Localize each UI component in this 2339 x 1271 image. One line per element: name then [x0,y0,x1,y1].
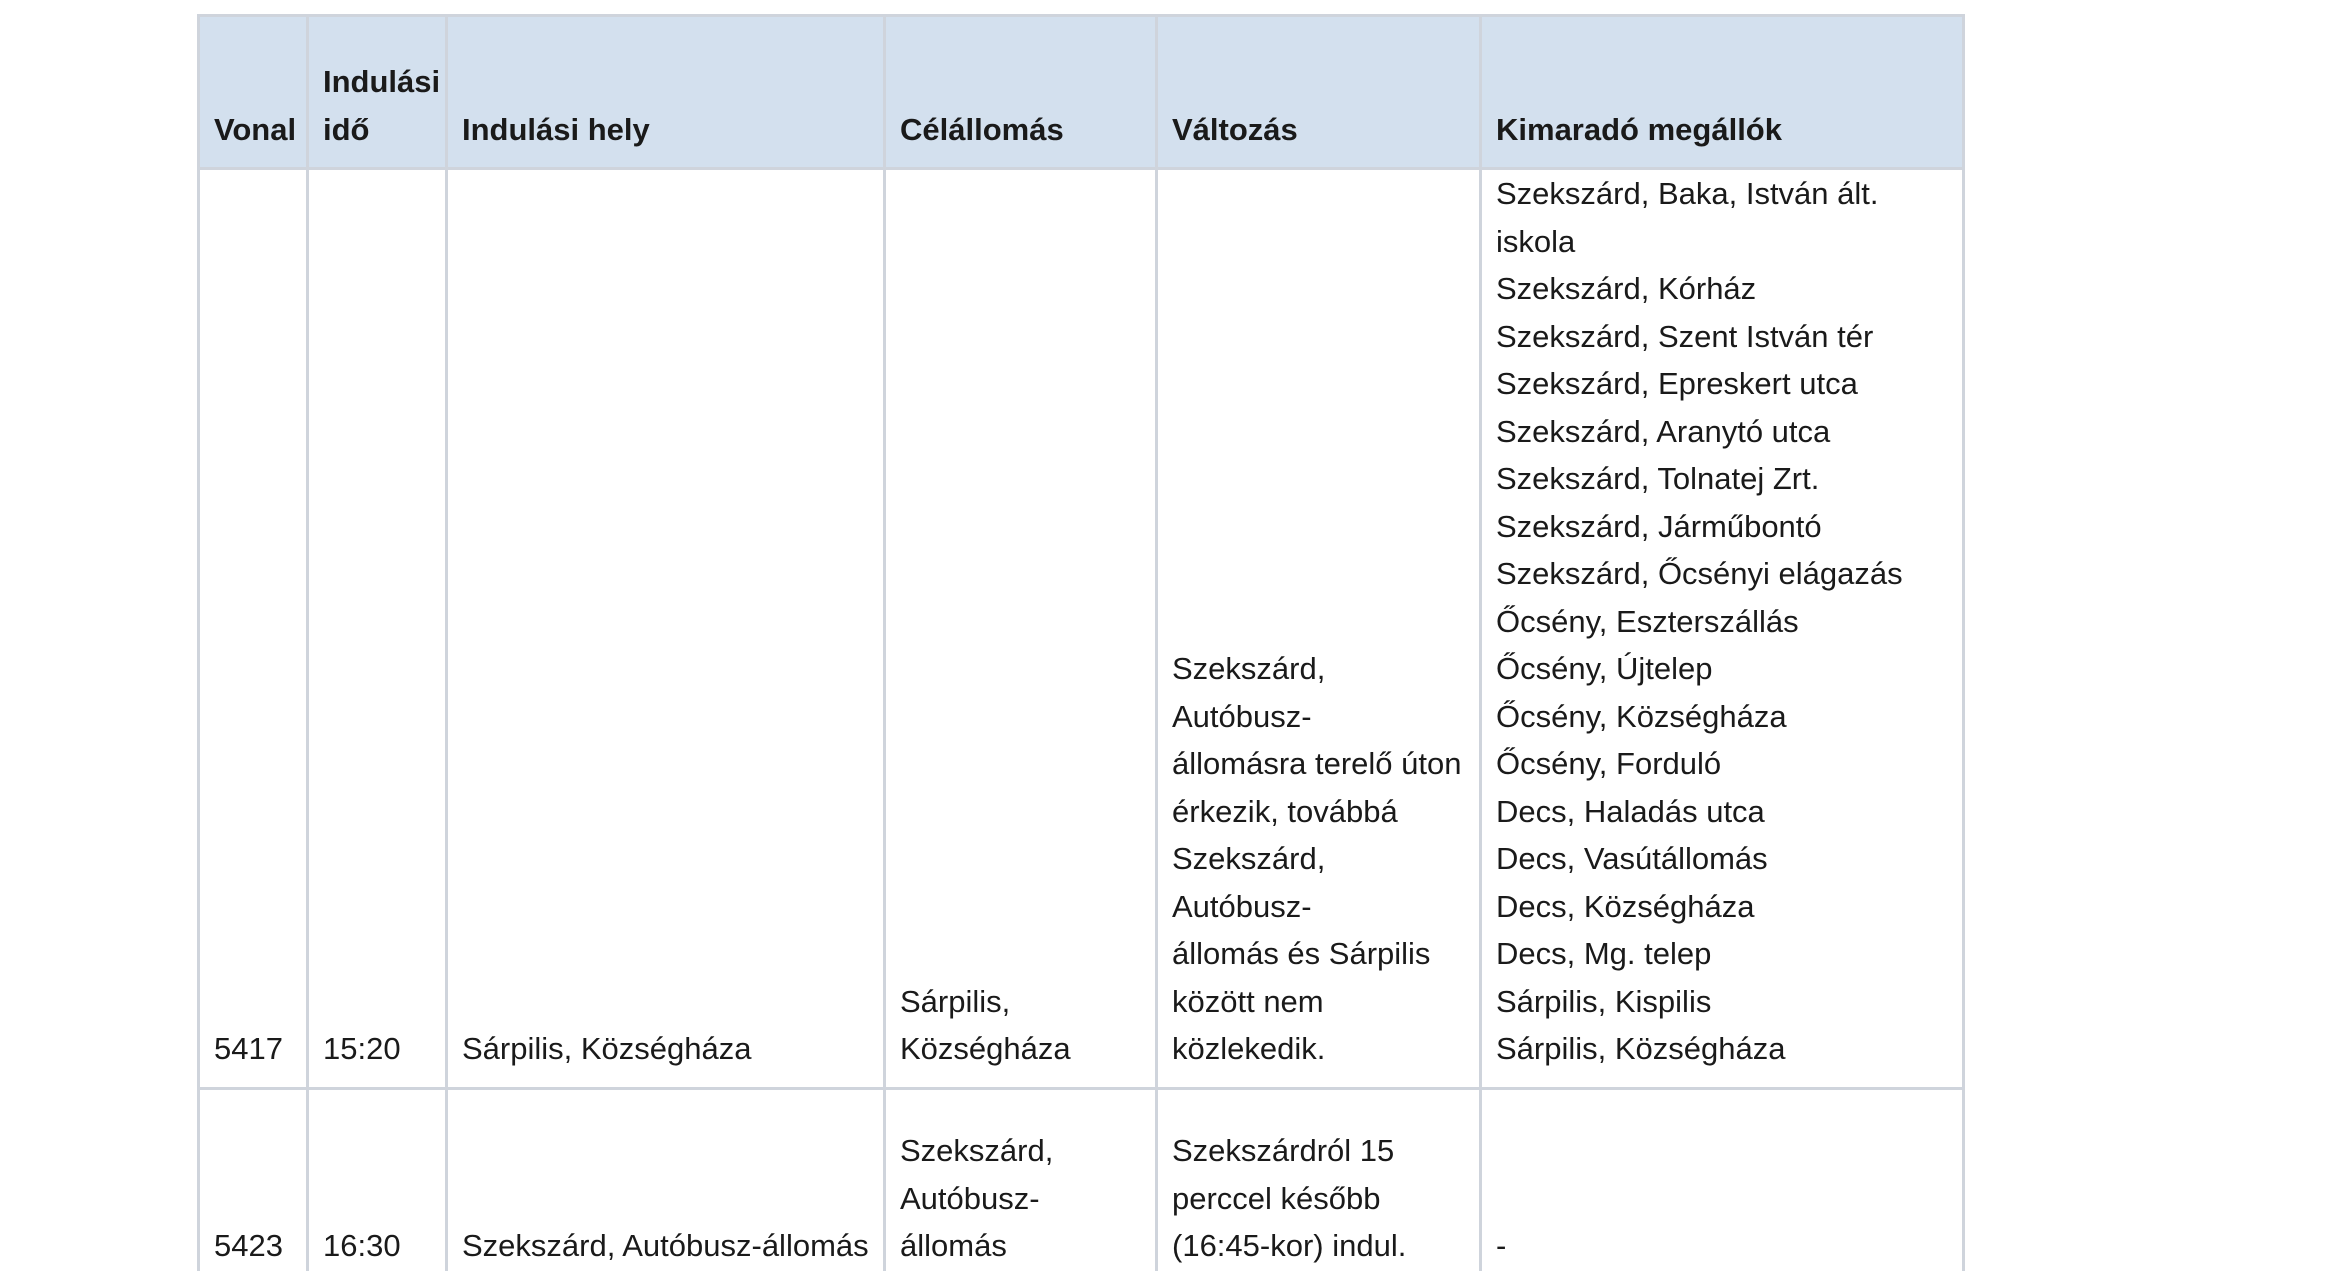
header-valtozas: Változás [1157,16,1481,169]
stop-item: Sárpilis, Kispilis [1496,983,1712,1019]
cell-kimarado [1481,1088,1964,1271]
cel-line: Szekszárd, [900,1133,1054,1168]
valtozas-line: között nem [1172,983,1324,1019]
cel-line: Községháza [900,1031,1071,1066]
cell-vonal: 5417 [199,169,308,1089]
cell-valtozas [1157,169,1481,1089]
cell-cel [885,169,1157,1089]
cell-hely: Sárpilis, Községháza [447,169,885,1089]
stop-item: Decs, Mg. telep [1496,936,1712,971]
valtozas-line: állomásra terelő úton [1172,746,1462,781]
table-row [199,169,1964,1089]
cel-line: állomás [900,1228,1007,1263]
cel-line: Autóbusz- [900,1180,1040,1216]
valtozas-line: perccel később [1172,1180,1381,1216]
header-vonal: Vonal [199,16,308,169]
stop-item: Decs, Haladás utca [1496,793,1765,829]
stop-item: Őcsény, Eszterszállás [1496,603,1799,639]
cell-ido: 16:30 [308,1088,447,1271]
header-indulasi-ido [308,16,447,169]
header-row [199,16,1964,169]
stop-item: Őcsény, Községháza [1496,698,1787,734]
cell-ido: 15:20 [308,169,447,1089]
header-indulasi-hely: Indulási hely [447,16,885,169]
cell-kimarado [1481,169,1964,1089]
stop-item: Szekszárd, Őcsényi elágazás [1496,556,1903,591]
valtozas-line: Szekszárdról 15 [1172,1133,1395,1168]
valtozas-line: Szekszárd, Autóbusz- [1172,651,1326,734]
header-celallomas: Célállomás [885,16,1157,169]
cell-vonal: 5423 [199,1088,308,1271]
stop-item: Szekszárd, Epreskert utca [1496,366,1858,401]
stop-item: Őcsény, Forduló [1496,746,1722,781]
stop-item: - [1496,1228,1507,1263]
stop-item: Őcsény, Újtelep [1496,651,1713,686]
stop-item: Szekszárd, Tolnatej Zrt. [1496,461,1820,496]
stop-item: Szekszárd, Szent István tér [1496,318,1874,354]
header-kimarado: Kimaradó megállók [1481,16,1964,169]
stop-item: Szekszárd, Kórház [1496,271,1757,306]
table-row [199,1088,1964,1271]
valtozas-line: érkezik, továbbá [1172,793,1398,829]
stop-item: Sárpilis, Községháza [1496,1031,1786,1066]
stop-item: Szekszárd, Aranytó utca [1496,413,1831,449]
cell-valtozas [1157,1088,1481,1271]
cel-line: Sárpilis, [900,983,1011,1019]
valtozas-line: (16:45-kor) indul. [1172,1228,1407,1263]
valtozas-line: közlekedik. [1172,1031,1326,1066]
stop-item: Decs, Községháza [1496,888,1755,924]
stop-item: Decs, Vasútállomás [1496,841,1768,876]
cell-cel [885,1088,1157,1271]
cell-hely: Szekszárd, Autóbusz-állomás [447,1088,885,1271]
valtozas-line: Szekszárd, Autóbusz- [1172,841,1326,924]
stop-item: Szekszárd, Baka, István ált. iskola [1496,176,1879,259]
header-indulasi-ido-line2: idő [323,111,370,147]
stop-item: Szekszárd, Járműbontó [1496,508,1822,544]
timetable [197,14,1965,1271]
header-indulasi-ido-line1: Indulási [323,64,441,99]
valtozas-line: állomás és Sárpilis [1172,936,1431,971]
